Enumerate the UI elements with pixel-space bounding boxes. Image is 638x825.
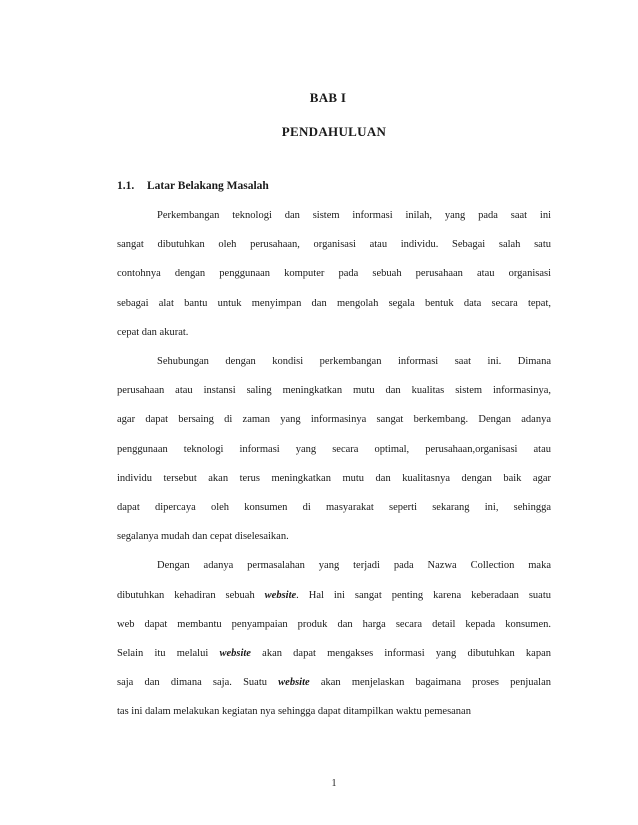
section-number: 1.1. xyxy=(117,180,135,192)
text-run: saja dan dimana saja. Suatu xyxy=(117,677,279,689)
text-run: dibutuhkan kehadiran sebuah xyxy=(117,589,265,601)
paragraph-line: sebagai alat bantu untuk menyimpan dan mengolah segala bentuk data secara tepat, xyxy=(117,297,551,309)
italic-term: website xyxy=(219,648,251,659)
paragraph-line: Sehubungan dengan kondisi perkembangan informasi saat ini. Dimana xyxy=(157,356,551,367)
section-title: Latar Belakang Masalah xyxy=(147,180,269,192)
paragraph-line: cepat dan akurat. xyxy=(117,326,189,338)
text-run: Selain itu melalui xyxy=(117,648,220,659)
paragraph-line: sangat dibutuhkan oleh perusahaan, organisasi atau individu. Sebagai salah satu xyxy=(117,239,551,251)
paragraph-line: agar dapat bersaing di zaman yang informasinya sangat berkembang. Dengan adanya xyxy=(117,414,551,426)
text-run: akan menjelaskan bagaimana proses penjualan xyxy=(309,677,551,689)
paragraph-line xyxy=(117,588,551,604)
paragraph-line: individu tersebut akan terus meningkatkan mutu dan kualitasnya dengan baik agar xyxy=(117,472,551,484)
text-run: . Hal ini sangat penting karena keberadaan suatu xyxy=(296,589,551,601)
paragraph-line: segalanya mudah dan cepat diselesaikan. xyxy=(117,531,289,543)
paragraph-line: penggunaan teknologi informasi yang secara optimal, perusahaan,organisasi atau xyxy=(117,443,551,455)
italic-term: website xyxy=(264,589,297,601)
paragraph-line: web dapat membantu penyampaian produk dan harga secara detail kepada konsumen. xyxy=(117,618,551,630)
paragraph-line: Dengan adanya permasalahan yang terjadi pada Nazwa Collection maka xyxy=(157,560,551,572)
paragraph-line: dapat dipercaya oleh konsumen di masyarakat seperti sekarang ini, sehingga xyxy=(117,502,551,513)
section-heading xyxy=(117,180,269,192)
paragraph-line: tas ini dalam melakukan kegiatan nya sehingga dapat ditampilkan waktu pemesanan xyxy=(117,706,471,718)
page-number: 1 xyxy=(331,778,337,789)
italic-term: website xyxy=(278,677,310,689)
chapter-title: PENDAHULUAN xyxy=(281,124,387,139)
paragraph-line xyxy=(117,675,551,691)
text-run: akan dapat mengakses informasi yang dibutuhkan kapan xyxy=(250,648,551,659)
paragraph-line: contohnya dengan penggunaan komputer pada sebuah perusahaan atau organisasi xyxy=(117,268,551,280)
paragraph-line: Perkembangan teknologi dan sistem informasi inilah, yang pada saat ini xyxy=(157,210,551,221)
chapter-number: BAB I xyxy=(309,90,347,105)
paragraph-line xyxy=(117,646,551,662)
paragraph-line: perusahaan atau instansi saling meningkatkan mutu dan kualitas sistem informasinya, xyxy=(117,385,551,397)
